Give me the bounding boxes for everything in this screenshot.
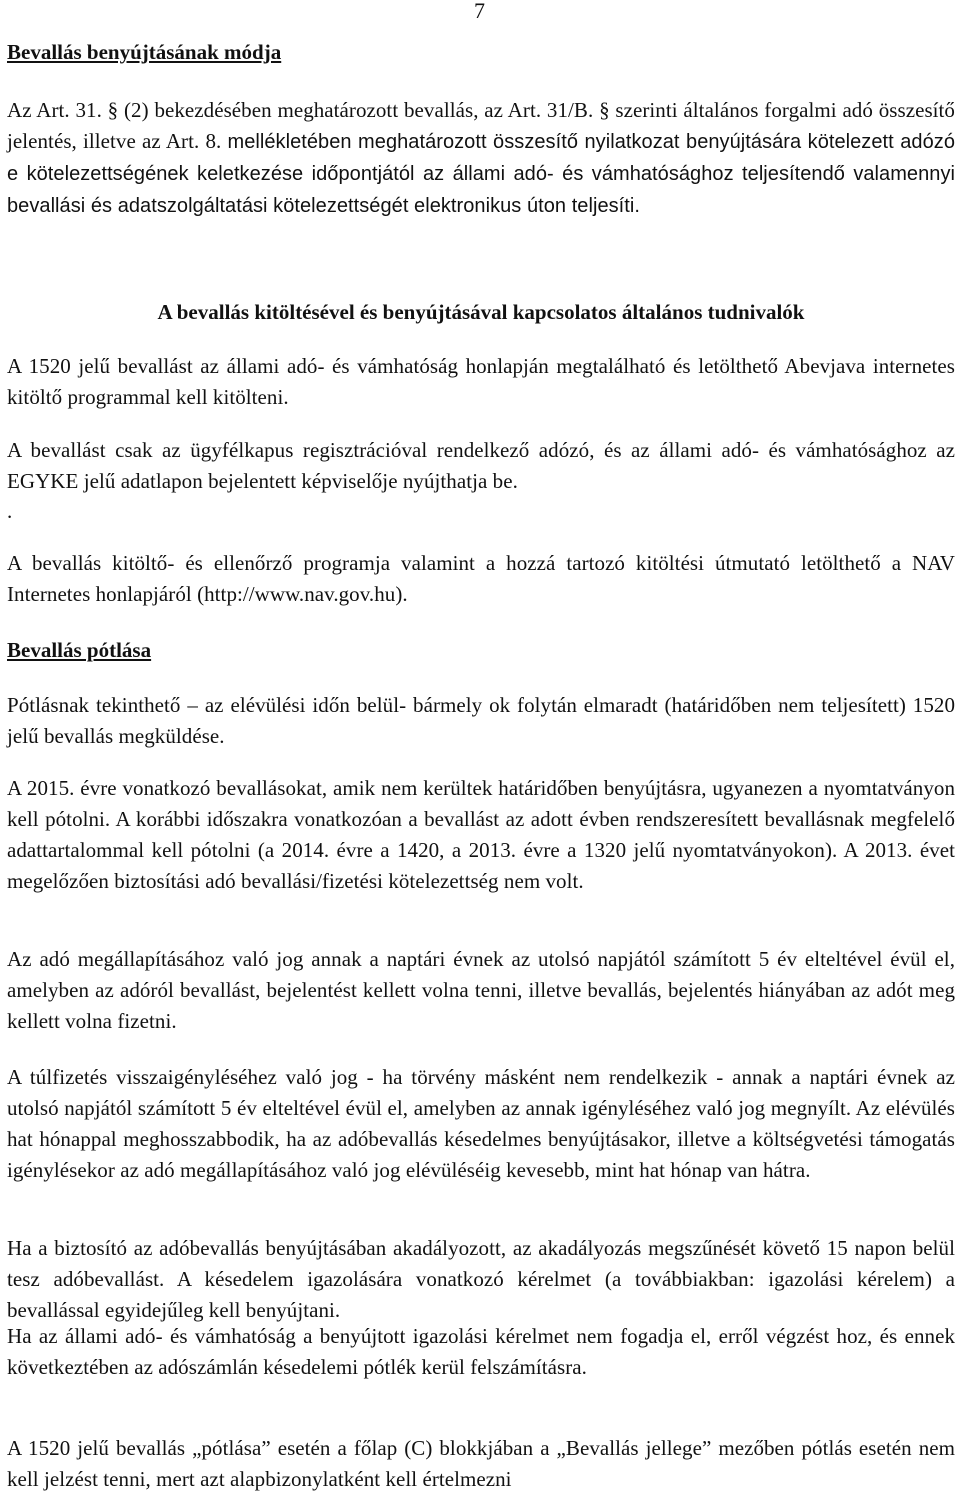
paragraph-replacement-6: Ha az állami adó- és vámhatóság a benyújtott igazolási kérelmet nem fogadja el, erről végzést hoz, és ennek következtében az adószámlán késedelemi pótlék kerül felszámításra. bbox=[7, 1324, 955, 1379]
paragraph-replacement-3: Az adó megállapításához való jog annak a naptári évnek az utolsó napjától számított 5 év elteltével évül el, amelyben az adóról bevallást, bejelentést kellett volna tenni, illetve bevallás, bejelentés hiányában az adót meg kellett volna fizetni. bbox=[7, 947, 955, 1033]
paragraph-replacement-7: A 1520 jelű bevallás „pótlása” esetén a főlap (C) blokkjában a „Bevallás jellege” mezőben pótlás esetén nem kell jelzést tenni, mert azt alapbizonylatként kell értelmezni bbox=[7, 1436, 955, 1491]
heading-replacement: Bevallás pótlása bbox=[7, 638, 152, 662]
paragraph-replacement-2: A 2015. évre vonatkozó bevallásokat, amik nem kerültek határidőben benyújtásra, ugyanezen a nyomtatványon kell pótolni. A korábbi időszakra vonatkozóan a bevallást az adott évben rendszeresített bevallásnak megfelelő adattartalommal kell pótolni (a 2014. évre a 1420, a 2013. évre a 1320 jelű nyomtatványokon). A 2013. évet megelőzően biztosítási adó bevallási/fizetési kötelezettség nem volt. bbox=[7, 776, 955, 893]
paragraph-replacement-4: A túlfizetés visszaigényléséhez való jog - ha törvény másként nem rendelkezik - annak a naptári évnek az utolsó napjától számított 5 év elteltével évül el, amelyben az annak igényléséhez való jog megnyílt. Az elévülés hat hónappal meghosszabbodik, ha az adóbevallás késedelmes benyújtásakor, illetve a költségvetési támogatás igénylésekor az adó megállapításához való jog elévüléséig kevesebb, mint hat hónap van hátra. bbox=[7, 1065, 955, 1182]
paragraph-replacement-5: Ha a biztosító az adóbevallás benyújtásában akadályozott, az akadályozás megszűnését követő 15 napon belül tesz adóbevallást. A késedelem igazolására vonatkozó kérelmet (a továbbiakban: igazolási kérelem) a bevallással egyidejűleg kell benyújtani. bbox=[7, 1236, 955, 1322]
paragraph-replacement-1: Pótlásnak tekinthető – az elévülési időn belül- bármely ok folytán elmaradt (határidőben nem teljesített) 1520 jelű bevallás megküldése. bbox=[7, 693, 955, 748]
paragraph-general-info-3: A bevallás kitöltő- és ellenőrző programja valamint a hozzá tartozó kitöltési útmutató letölthető a NAV Internetes honlapjáról (http://www.nav.gov.hu). bbox=[7, 551, 955, 606]
paragraph-general-info-2: A bevallást csak az ügyfélkapus regisztrációval rendelkező adózó, és az állami adó- és vámhatósághoz az EGYKE jelű adatlapon bejelentett képviselője nyújthatja be. bbox=[7, 438, 955, 493]
paragraph-submission-method-sans: mellékletében meghatározott összesítő nyilatkozat benyújtására kötelezett adózó e kötelezettségének keletkezése időpontjától az állami adó- és vámhatósághoz teljesítendő valamennyi bevallási és adatszolgáltatási kötelezettségét elektronikus úton teljesíti. bbox=[7, 131, 955, 217]
paragraph-general-info-1: A 1520 jelű bevallást az állami adó- és vámhatóság honlapján megtalálható és letölthető Abevjava internetes kitöltő programmal kell kitölteni. bbox=[7, 354, 955, 409]
paragraph-submission-method bbox=[7, 95, 955, 222]
heading-submission-method: Bevallás benyújtásának módja bbox=[7, 40, 282, 64]
paragraph-general-info-dot: . bbox=[7, 499, 13, 523]
heading-general-info: A bevallás kitöltésével és benyújtásával kapcsolatos általános tudnivalók bbox=[157, 300, 805, 324]
page-number: 7 bbox=[474, 0, 485, 23]
paragraph-submission-method-serif: Az Art. 31. § (2) bekezdésében meghatározott bevallás, az Art. 31/B. § szerinti általános forgalmi adó összesítő jelentés, illetve az Art. 8. bbox=[7, 98, 955, 153]
